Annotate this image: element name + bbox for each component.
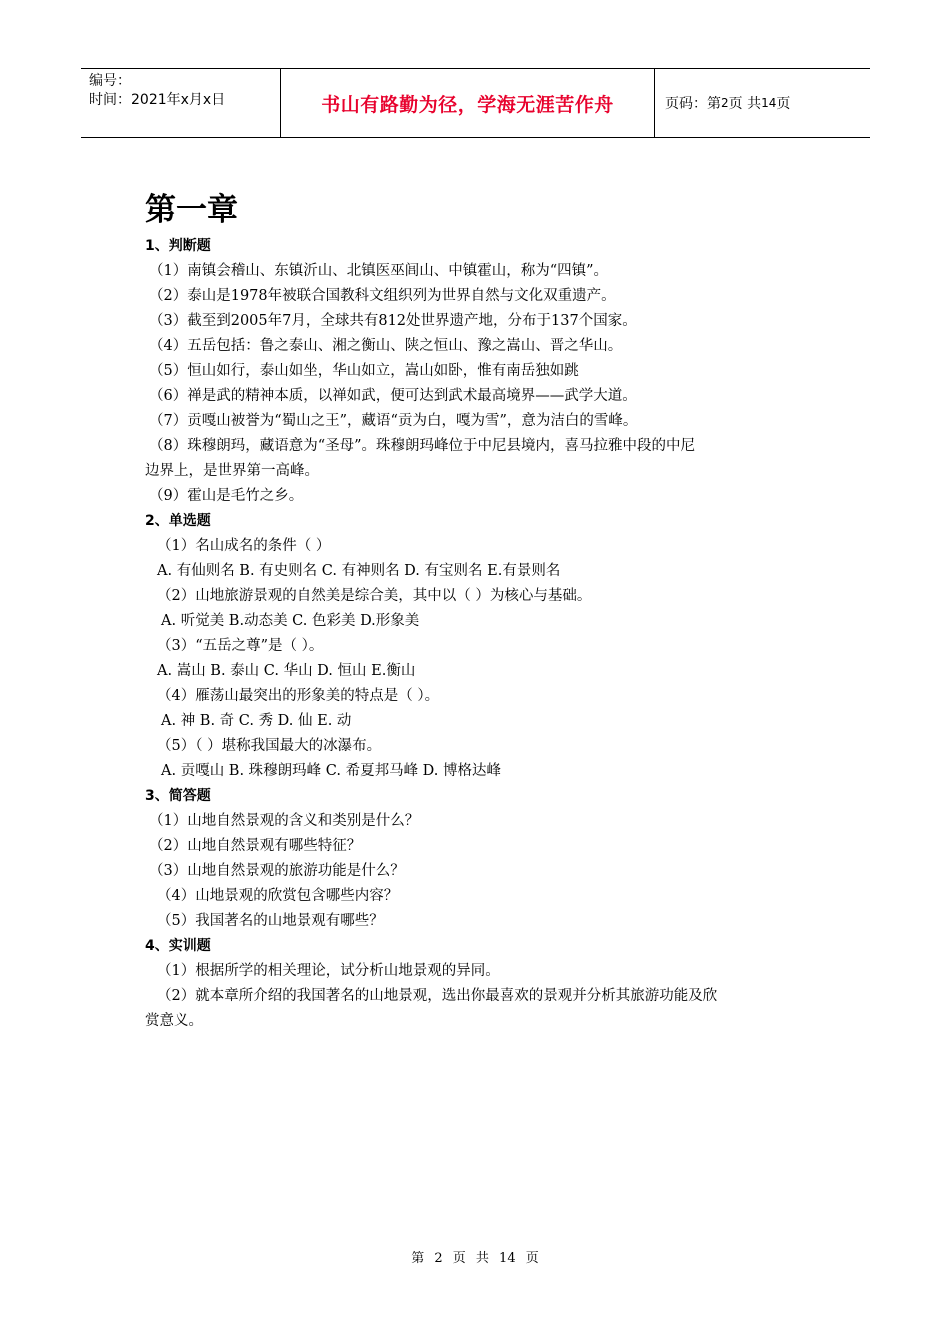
- list-item: （3）山地自然景观的旅游功能是什么？: [149, 863, 405, 879]
- list-item: （1）南镇会稽山、东镇沂山、北镇医巫闾山、中镇霍山，称为“四镇”。: [149, 263, 609, 279]
- list-item: （1）根据所学的相关理论，试分析山地景观的异同。: [157, 963, 500, 979]
- options: A. 有仙则名 B. 有史则名 C. 有神则名 D. 有宝则名 E.有景则名: [157, 563, 561, 579]
- question: （1）名山成名的条件（ ）: [157, 538, 331, 554]
- list-item: （2）就本章所介绍的我国著名的山地景观，选出你最喜欢的景观并分析其旅游功能及欣: [157, 988, 718, 1004]
- question: （3）“五岳之尊”是（ ）。: [157, 638, 324, 654]
- question: （2）山地旅游景观的自然美是综合美，其中以（ ）为核心与基础。: [157, 588, 592, 604]
- list-item-continuation: 边界上，是世界第一高峰。: [145, 463, 319, 479]
- page-suffix: 页: [776, 96, 791, 112]
- list-item: （4）五岳包括：鲁之泰山、湘之衡山、陕之恒山、豫之嵩山、晋之华山。: [149, 338, 623, 354]
- document-body: [145, 188, 815, 1034]
- options: A. 神 B. 奇 C. 秀 D. 仙 E. 动: [161, 713, 352, 729]
- list-item: （4）山地景观的欣赏包含哪些内容？: [157, 888, 399, 904]
- page-total: 14: [761, 96, 777, 110]
- number-label: 编号：: [89, 73, 131, 89]
- chapter-title: 第一章: [145, 192, 238, 228]
- options: A. 听觉美 B.动态美 C. 色彩美 D.形象美: [161, 613, 420, 629]
- section-title-multiple-choice: 2、单选题: [145, 513, 211, 529]
- list-item: （5）我国著名的山地景观有哪些？: [157, 913, 384, 929]
- header-meta-cell: [81, 69, 281, 137]
- header-table: [81, 68, 870, 138]
- list-item: （8）珠穆朗玛，藏语意为“圣母”。珠穆朗玛峰位于中尼县境内，喜马拉雅中段的中尼: [149, 438, 696, 454]
- options: A. 嵩山 B. 泰山 C. 华山 D. 恒山 E.衡山: [157, 663, 416, 679]
- list-item: （2）山地自然景观有哪些特征？: [149, 838, 362, 854]
- list-item: （5）恒山如行，泰山如坐，华山如立，嵩山如卧，惟有南岳独如跳: [149, 363, 579, 379]
- list-item: （7）贡嘎山被誉为“蜀山之王”，藏语“贡为白，嘎为雪”，意为洁白的雪峰。: [149, 413, 638, 429]
- header-page-cell: [655, 69, 870, 137]
- list-item-continuation: 赏意义。: [145, 1013, 203, 1029]
- question: （5）（ ）堪称我国最大的冰瀑布。: [157, 738, 382, 754]
- options: A. 贡嘎山 B. 珠穆朗玛峰 C. 希夏邦马峰 D. 博格达峰: [161, 763, 502, 779]
- header-motto: 书山有路勤为径，学海无涯苦作舟: [281, 69, 655, 137]
- date-label: 时间：2021年x月x日: [89, 92, 226, 108]
- page-mid: 页 共: [728, 96, 762, 112]
- page-footer: 第 2 页 共 14 页: [411, 1251, 539, 1266]
- page-number: 2: [721, 96, 729, 110]
- list-item: （6）禅是武的精神本质，以禅如武，便可达到武术最高境界——武学大道。: [149, 388, 637, 404]
- list-item: （1）山地自然景观的含义和类别是什么？: [149, 813, 420, 829]
- list-item: （2）泰山是1978年被联合国教科文组织列为世界自然与文化双重遗产。: [149, 288, 616, 304]
- list-item: （9）霍山是毛竹之乡。: [149, 488, 304, 504]
- page-prefix: 页码：第: [665, 96, 721, 112]
- section-title-short-answer: 3、简答题: [145, 788, 211, 804]
- question: （4）雁荡山最突出的形象美的特点是（ ）。: [157, 688, 440, 704]
- section-title-true-false: 1、判断题: [145, 238, 211, 254]
- section-title-practical: 4、实训题: [145, 938, 211, 954]
- list-item: （3）截至到2005年7月，全球共有812处世界遗产地，分布于137个国家。: [149, 313, 637, 329]
